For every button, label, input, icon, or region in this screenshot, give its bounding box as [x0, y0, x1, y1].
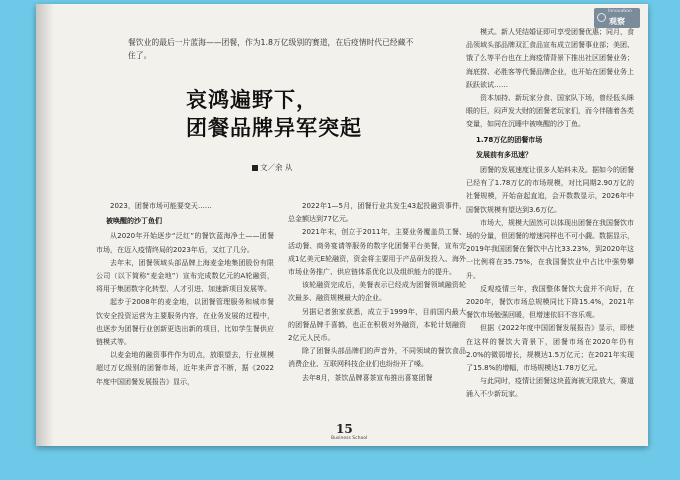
publication-name: Business School: [331, 436, 368, 441]
subheading: 发展前有多迅速？: [476, 150, 532, 159]
page-gutter-shadow: [36, 4, 54, 446]
badge-chinese-label: 观察: [609, 17, 625, 26]
paragraph: 但据《2022年度中国团餐发展报告》显示，即使在这样的餐饮大背景下，团餐市场在2020年仍有2.0%的微弱增长，规模达1.5万亿元；在2021年实现了15.8%的增幅，市场规模达1.78万亿元。: [466, 324, 634, 373]
paragraph: 反观疫情三年，我国整体餐饮大盘并不向好，在2020年，餐饮市场总规模同比下降15.4%，2021年餐饮市场勉强回暖，但增速依旧不容乐观。: [466, 284, 634, 320]
page-number: 15: [336, 422, 353, 436]
article-headline: [186, 86, 426, 142]
paragraph: 2022年1—5月，团餐行业共发生43起投融资事件，总金额达到77亿元。: [288, 202, 466, 224]
byline-square-icon: [252, 165, 258, 171]
article-lede: 餐饮业的最后一片蓝海——团餐，作为1.8万亿级别的赛道，在后疫情时代已经藏不住了。: [128, 38, 414, 60]
paragraph: 去年末，团餐领域头部品牌上海麦金地集团股份有限公司（以下简称“麦金地”）宣布完成数亿元的A轮融资，将用于集团数字化转型、人才引进、加速新项目发展等。: [96, 258, 274, 294]
paragraph: 起步于2008年的麦金地，以团餐管理服务和城市餐饮安全投资运营为主要服务内容，在业务发展的过程中，也逐步为团餐行业创新更迭出新的项目，比如学生餐供应链模式等。: [96, 298, 274, 347]
paragraph: 与此同时，疫情让团餐这块蓝海被无限放大，赛道涌入不少新玩家。: [466, 377, 634, 399]
paragraph: 除了团餐头部品牌们的声音外，不同领域的餐饮食品消费企业、互联网科技企业们也纷纷开了嗓。: [288, 347, 466, 369]
paragraph: 从2020年开始逐步“泛红”的餐饮蓝海净土——团餐市场，在迈入疫情终局的2023年后，又红了几分。: [96, 232, 274, 254]
section-badge: [594, 8, 640, 28]
byline-text: 文／余 从: [260, 163, 293, 172]
paragraph: 该轮融资完成后，美餐表示已经成为团餐领域融资轮次最多、融资规模最大的企业。: [288, 281, 466, 303]
headline-line-1: 哀鸿遍野下，: [186, 87, 318, 112]
headline-line-2: 团餐品牌异军突起: [186, 115, 362, 140]
text-column-2: [288, 200, 466, 385]
paragraph: 另据记者独家获悉，成立于1999年，目前国内最大的团餐品牌千喜鹤，也正在积极对外融资，本轮计划融资2亿元人民币。: [288, 307, 466, 343]
text-column-3: [466, 26, 634, 402]
paragraph: 2021年末，创立于2011年，主要业务覆盖员工餐、活动餐、商务宴请等服务的数字化团餐平台美餐，宣布完成1亿美元E轮融资，资金将主要用于产品研发投入、海外市场业务推广、供应链体系优化以及组织能力的提升。: [288, 228, 466, 277]
text-column-1: [96, 200, 274, 389]
article-byline: [252, 162, 292, 173]
paragraph: 团餐的发展速度让很多人始料未及。据如今的团餐已经有了1.78万亿的市场规模，对比同期2.90万亿的社餐规模，开始奋起直追，会开数数显示，2026年中国餐饮规模有望达到3.6万亿。: [466, 166, 634, 214]
badge-english-label: Innovation: [608, 9, 632, 14]
paragraph: 市场大，规模大固然可以体现出团餐在我国餐饮市场的分量，但团餐的增速同样也不可小觑。数据显示，2019年我国团餐在餐饮中占比33.23%，到2020年这一比例将在35.75%，在我国餐饮业中占比中强势攀升。: [466, 218, 634, 280]
paragraph: 去年8月，茶饮品牌喜茶宣布推出喜宴团餐: [302, 373, 433, 382]
subheading: 1.78万亿的团餐市场: [476, 135, 543, 144]
paragraph: 2023，团餐市场可能要变天……: [110, 202, 212, 210]
paragraph: 模式。新人凭结婚证即可享受团餐优惠；同月，食品领域头部品牌双汇食品宣布成立团餐事业部；美团、饿了么等平台也在上海疫情背景下推出社区团餐业务；海底捞、必胜客等代餐品牌企业，也开始在团餐业务上跃跃欲试……: [466, 28, 634, 89]
subheading: 被唤醒的沙丁鱼们: [106, 217, 162, 226]
magazine-page: [36, 4, 648, 446]
badge-circle-icon: [597, 13, 606, 22]
paragraph: 以麦金地的融资事件作为切点，放眼望去，行业规模超过万亿级别的团餐市场，近年来声音不断，据《2022年度中国团餐发展报告》显示，: [96, 351, 274, 386]
paragraph: 资本加持、新玩家分食、国家队下场，曾经低头眯眼的巨，闷声发大财的团餐老玩家们，而今伴随着各类变量，如同在沉睡中被唤醒的沙丁鱼。: [466, 94, 634, 129]
